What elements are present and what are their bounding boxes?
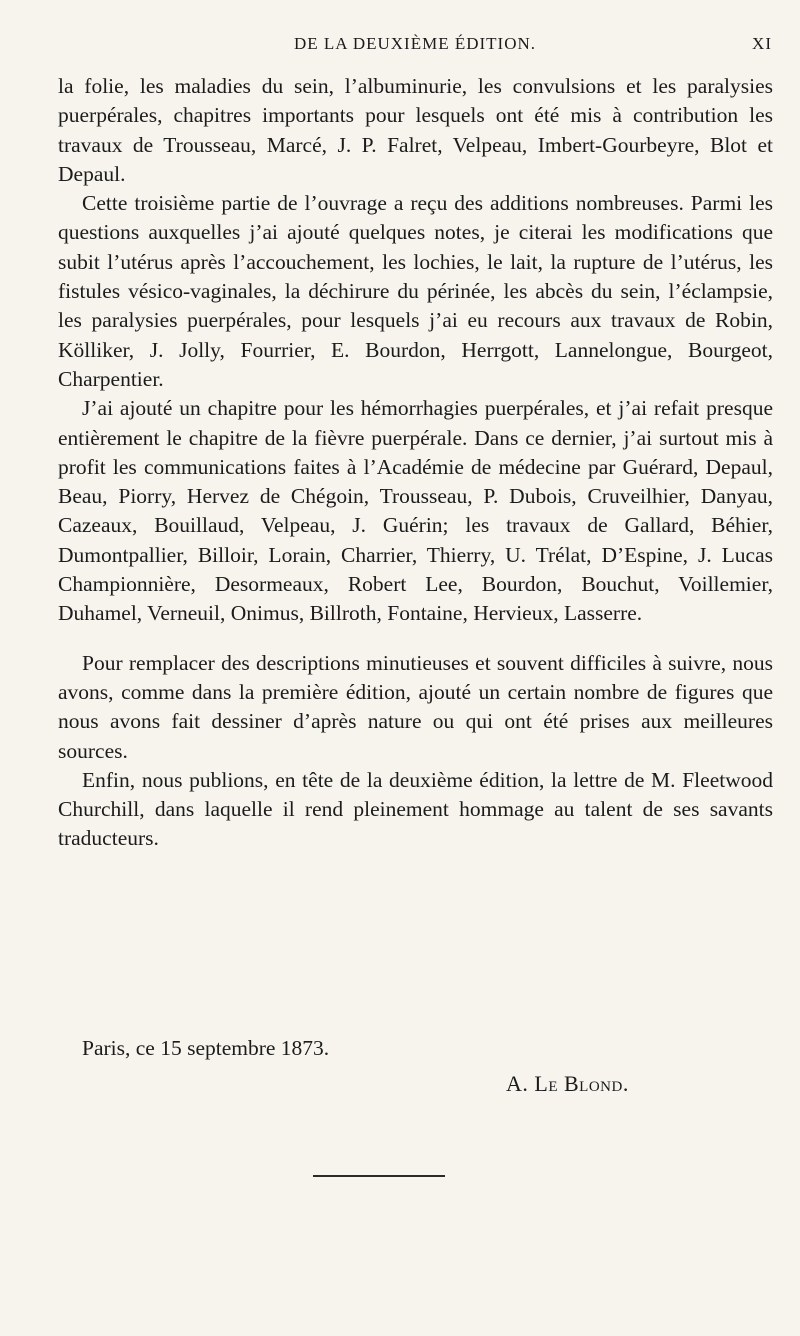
running-head — [58, 34, 772, 58]
body-text — [58, 72, 773, 854]
paragraph-figures: Pour remplacer des descriptions minutieuses et souvent difficiles à suivre, nous avons, comme dans la première édition, ajouté un certain nombre de figures que nous avons fait dessiner d’après nature ou qui ont été prises aux meilleures sources. — [58, 650, 773, 763]
signature — [506, 1071, 629, 1097]
signature-name: Le Blond. — [534, 1071, 629, 1096]
signature-initial: A. — [506, 1071, 529, 1096]
paragraph-lettre: Enfin, nous publions, en tête de la deuxième édition, la lettre de M. Fleetwood Churchill, dans laquelle il rend pleinement hommage au talent de ses savants traducteurs. — [58, 767, 773, 851]
page-number: XI — [752, 34, 772, 53]
end-rule — [313, 1175, 445, 1177]
paragraph-hemorrhagies: J’ai ajouté un chapitre pour les hémorrhagies puerpérales, et j’ai refait presque entièrement le chapitre de la fièvre puerpérale. Dans ce dernier, j’ai surtout mis à profit les communications faites à l’Académie de médecine par Guérard, Depaul, Beau, Piorry, Hervez de Chégoin, Trousseau, P. Dubois, Cruveilhier, Danyau, Cazeaux, Bouillaud, Velpeau, J. Guérin; les travaux de Gallard, Béhier, Dumontpallier, Billoir, Lorain, Charrier, Thierry, U. Trélat, D’Espine, J. Lucas Championnière, Desormeaux, Robert Lee, Bourdon, Bouchut, Voillemier, Duhamel, Verneuil, Onimus, Billroth, Fontaine, Hervieux, Lasserre. — [58, 396, 773, 626]
dateline: Paris, ce 15 septembre 1873. — [82, 1036, 330, 1060]
paragraph-additions: Cette troisième partie de l’ouvrage a reçu des additions nombreuses. Parmi les questions auxquelles j’ai ajouté quelques notes, je citerai les modifications que subit l’utérus après l’accouchement, les lochies, le lait, la rupture de l’utérus, les fistules vésico-vaginales, la déchirure du périnée, les abcès du sein, l’éclampsie, les paralysies puerpérales, pour lesquels j’ai eu recours aux travaux de Robin, Kölliker, J. Jolly, Fourrier, E. Bourdon, Herrgott, Lannelongue, Bourgeot, Charpentier. — [58, 191, 773, 391]
running-title: DE LA DEUXIÈME ÉDITION. — [293, 34, 537, 53]
paragraph-continuation: la folie, les maladies du sein, l’albuminurie, les convulsions et les paralysies puerpérales, chapitres importants pour lesquels ont été mis à contribution les travaux de Trousseau, Marcé, J. P. Falret, Velpeau, Imbert-Gourbeyre, Blot et Depaul. — [58, 74, 773, 186]
